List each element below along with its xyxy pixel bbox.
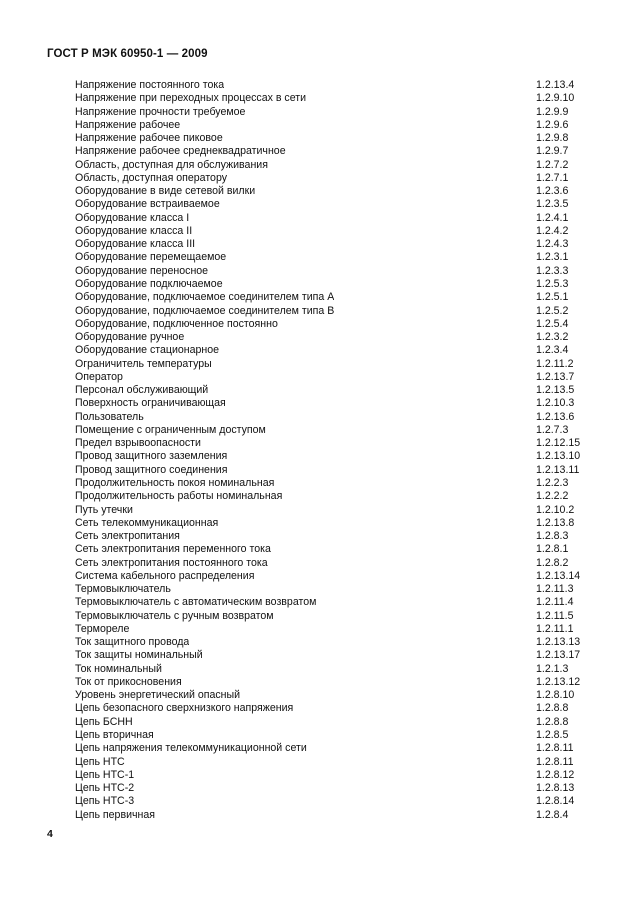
index-row bbox=[75, 238, 575, 251]
index-reference: 1.2.8.5 bbox=[536, 729, 569, 742]
index-reference: 1.2.8.11 bbox=[536, 755, 574, 768]
index-row bbox=[75, 477, 575, 490]
index-row bbox=[75, 344, 575, 357]
index-row bbox=[75, 119, 575, 132]
index-row bbox=[75, 371, 575, 384]
index-term: Предел взрывоопасности bbox=[75, 437, 201, 450]
index-term: Термовыключатель с автоматическим возвратом bbox=[75, 596, 317, 609]
index-reference: 1.2.7.1 bbox=[536, 171, 569, 184]
index-reference: 1.2.3.1 bbox=[536, 251, 569, 264]
index-reference: 1.2.5.2 bbox=[536, 304, 569, 317]
index-reference: 1.2.8.4 bbox=[536, 808, 569, 821]
index-row bbox=[75, 517, 575, 530]
index-row bbox=[75, 212, 575, 225]
index-row bbox=[75, 92, 575, 105]
index-term: Цепь НТС-3 bbox=[75, 795, 135, 808]
index-reference: 1.2.13.10 bbox=[536, 450, 581, 463]
index-row bbox=[75, 742, 575, 755]
index-row bbox=[75, 225, 575, 238]
index-reference: 1.2.5.3 bbox=[536, 277, 569, 290]
index-term: Оборудование ручное bbox=[75, 331, 185, 344]
index-row bbox=[75, 530, 575, 543]
index-row bbox=[75, 769, 575, 782]
index-row bbox=[75, 411, 575, 424]
index-reference: 1.2.8.3 bbox=[536, 530, 569, 543]
index-term: Путь утечки bbox=[75, 503, 133, 516]
index-term: Напряжение при переходных процессах в сети bbox=[75, 92, 307, 105]
index-reference: 1.2.5.4 bbox=[536, 317, 569, 330]
page-number: 4 bbox=[47, 828, 53, 840]
index-term: Область, доступная оператору bbox=[75, 171, 228, 184]
index-row bbox=[75, 596, 575, 609]
index-row bbox=[75, 543, 575, 556]
index-row bbox=[75, 132, 575, 145]
index-reference: 1.2.5.1 bbox=[536, 291, 569, 304]
index-term: Оператор bbox=[75, 370, 123, 383]
index-reference: 1.2.12.15 bbox=[536, 437, 581, 450]
index-term: Цепь НТС bbox=[75, 755, 125, 768]
index-row bbox=[75, 795, 575, 808]
index-term: Уровень энергетический опасный bbox=[75, 689, 241, 702]
term-index-list bbox=[75, 79, 581, 822]
index-reference: 1.2.13.14 bbox=[536, 569, 581, 582]
index-row bbox=[75, 809, 575, 822]
index-reference: 1.2.8.13 bbox=[536, 782, 575, 795]
index-reference: 1.2.4.1 bbox=[536, 211, 569, 224]
index-row bbox=[75, 729, 575, 742]
index-term: Сеть электропитания bbox=[75, 530, 180, 543]
index-reference: 1.2.11.5 bbox=[536, 609, 574, 622]
index-term: Оборудование класса I bbox=[75, 211, 190, 224]
index-row bbox=[75, 318, 575, 331]
index-reference: 1.2.10.2 bbox=[536, 503, 575, 516]
index-row bbox=[75, 106, 575, 119]
index-row bbox=[75, 490, 575, 503]
index-reference: 1.2.8.12 bbox=[536, 768, 575, 781]
index-reference: 1.2.11.1 bbox=[536, 622, 574, 635]
index-reference: 1.2.11.3 bbox=[536, 583, 574, 596]
index-row bbox=[75, 782, 575, 795]
index-term: Цепь вторичная bbox=[75, 729, 154, 742]
document-header: ГОСТ Р МЭК 60950-1 — 2009 bbox=[47, 48, 208, 60]
index-reference: 1.2.4.2 bbox=[536, 224, 569, 237]
index-reference: 1.2.7.2 bbox=[536, 158, 569, 171]
index-term: Оборудование перемещаемое bbox=[75, 251, 227, 264]
index-term: Провод защитного заземления bbox=[75, 450, 228, 463]
index-reference: 1.2.8.2 bbox=[536, 556, 569, 569]
index-row bbox=[75, 623, 575, 636]
index-term: Напряжение рабочее bbox=[75, 118, 181, 131]
index-reference: 1.2.13.7 bbox=[536, 370, 575, 383]
index-reference: 1.2.2.2 bbox=[536, 490, 569, 503]
index-row bbox=[75, 291, 575, 304]
index-reference: 1.2.3.4 bbox=[536, 344, 569, 357]
index-term: Ток от прикосновения bbox=[75, 675, 182, 688]
index-term: Оборудование подключаемое bbox=[75, 277, 223, 290]
index-term: Напряжение рабочее среднеквадратичное bbox=[75, 145, 286, 158]
index-term: Оборудование в виде сетевой вилки bbox=[75, 185, 256, 198]
index-term: Цепь безопасного сверхнизкого напряжения bbox=[75, 702, 294, 715]
index-term: Помещение с ограниченным доступом bbox=[75, 423, 266, 436]
index-row bbox=[75, 463, 580, 477]
index-reference: 1.2.7.3 bbox=[536, 423, 569, 436]
index-reference: 1.2.1.3 bbox=[536, 662, 569, 675]
index-reference: 1.2.9.7 bbox=[536, 145, 569, 158]
index-term: Ток номинальный bbox=[75, 662, 162, 675]
index-term: Цепь напряжения телекоммуникационной сети bbox=[75, 742, 307, 755]
index-term: Напряжение прочности требуемое bbox=[75, 105, 246, 118]
index-term: Оборудование класса II bbox=[75, 224, 193, 237]
index-reference: 1.2.13.12 bbox=[536, 675, 581, 688]
index-term: Оборудование класса III bbox=[75, 238, 196, 251]
index-term: Цепь первичная bbox=[75, 808, 155, 821]
index-row bbox=[75, 305, 575, 318]
index-term: Оборудование переносное bbox=[75, 264, 209, 277]
index-row bbox=[75, 145, 575, 158]
index-term: Персонал обслуживающий bbox=[75, 384, 209, 397]
index-term: Сеть электропитания постоянного тока bbox=[75, 556, 268, 569]
index-row bbox=[75, 437, 581, 450]
index-term: Оборудование, подключаемое соединителем типа А bbox=[75, 291, 335, 304]
index-term: Оборудование, подключенное постоянно bbox=[75, 317, 278, 330]
index-row bbox=[75, 663, 575, 676]
index-row bbox=[75, 450, 581, 463]
index-row bbox=[75, 702, 575, 715]
index-row bbox=[75, 384, 575, 397]
index-reference: 1.2.9.8 bbox=[536, 132, 569, 145]
index-term: Цепь НТС-2 bbox=[75, 782, 135, 795]
index-reference: 1.2.3.2 bbox=[536, 331, 569, 344]
index-term: Цепь БСНН bbox=[75, 715, 133, 728]
index-term: Продолжительность покоя номинальная bbox=[75, 476, 275, 489]
index-term: Система кабельного распределения bbox=[75, 569, 255, 582]
index-reference: 1.2.13.4 bbox=[536, 79, 575, 91]
index-row bbox=[75, 397, 575, 410]
index-term: Напряжение рабочее пиковое bbox=[75, 132, 223, 145]
index-row bbox=[75, 583, 575, 596]
index-term: Термореле bbox=[75, 622, 130, 635]
index-reference: 1.2.13.17 bbox=[536, 649, 581, 662]
index-term: Продолжительность работы номинальная bbox=[75, 490, 283, 503]
index-term: Оборудование встраиваемое bbox=[75, 198, 220, 211]
index-row bbox=[75, 198, 575, 211]
index-term: Оборудование, подключаемое соединителем типа В bbox=[75, 304, 335, 317]
index-row bbox=[75, 79, 575, 92]
index-term: Сеть электропитания переменного тока bbox=[75, 543, 271, 556]
index-reference: 1.2.13.6 bbox=[536, 410, 575, 423]
index-row bbox=[75, 756, 575, 769]
index-row bbox=[75, 504, 575, 517]
index-reference: 1.2.8.14 bbox=[536, 795, 575, 808]
index-reference: 1.2.8.11 bbox=[536, 742, 574, 755]
index-term: Пользователь bbox=[75, 410, 144, 423]
index-row bbox=[75, 649, 581, 662]
index-reference: 1.2.2.3 bbox=[536, 476, 569, 489]
index-reference: 1.2.4.3 bbox=[536, 238, 569, 251]
index-term: Термовыключатель bbox=[75, 583, 171, 596]
index-row bbox=[75, 331, 575, 344]
index-reference: 1.2.8.10 bbox=[536, 689, 575, 702]
index-row bbox=[75, 251, 575, 264]
index-reference: 1.2.13.8 bbox=[536, 516, 575, 529]
index-row bbox=[75, 675, 581, 689]
index-reference: 1.2.13.11 bbox=[536, 463, 580, 476]
index-term: Оборудование стационарное bbox=[75, 344, 220, 357]
index-reference: 1.2.13.13 bbox=[536, 636, 581, 649]
index-term: Термовыключатель с ручным возвратом bbox=[75, 609, 274, 622]
index-term: Поверхность ограничивающая bbox=[75, 397, 226, 410]
index-reference: 1.2.9.10 bbox=[536, 92, 575, 105]
index-term: Ограничитель температуры bbox=[75, 357, 212, 370]
index-reference: 1.2.3.3 bbox=[536, 264, 569, 277]
index-term: Напряжение постоянного тока bbox=[75, 79, 225, 91]
index-row bbox=[75, 278, 575, 291]
index-term: Ток защитного провода bbox=[75, 636, 190, 649]
index-term: Ток защиты номинальный bbox=[75, 649, 203, 662]
index-row bbox=[75, 358, 575, 371]
index-reference: 1.2.9.6 bbox=[536, 118, 569, 131]
index-row bbox=[75, 569, 581, 583]
index-row bbox=[75, 265, 575, 278]
index-term: Сеть телекоммуникационная bbox=[75, 516, 219, 529]
index-term: Цепь НТС-1 bbox=[75, 768, 135, 781]
index-term: Область, доступная для обслуживания bbox=[75, 158, 268, 171]
index-term: Провод защитного соединения bbox=[75, 463, 228, 476]
index-reference: 1.2.13.5 bbox=[536, 384, 575, 397]
index-row bbox=[75, 610, 575, 623]
index-row bbox=[75, 172, 575, 185]
index-row bbox=[75, 689, 575, 702]
index-row bbox=[75, 185, 575, 198]
index-row bbox=[75, 557, 575, 570]
index-row bbox=[75, 424, 575, 437]
index-reference: 1.2.11.4 bbox=[536, 596, 574, 609]
index-reference: 1.2.8.8 bbox=[536, 702, 569, 715]
index-row bbox=[75, 716, 575, 729]
index-reference: 1.2.9.9 bbox=[536, 105, 569, 118]
index-reference: 1.2.8.1 bbox=[536, 543, 569, 556]
index-row bbox=[75, 159, 575, 172]
index-reference: 1.2.10.3 bbox=[536, 397, 575, 410]
index-reference: 1.2.8.8 bbox=[536, 715, 569, 728]
index-reference: 1.2.3.5 bbox=[536, 198, 569, 211]
index-row bbox=[75, 636, 581, 649]
index-reference: 1.2.3.6 bbox=[536, 185, 569, 198]
index-reference: 1.2.11.2 bbox=[536, 357, 574, 370]
